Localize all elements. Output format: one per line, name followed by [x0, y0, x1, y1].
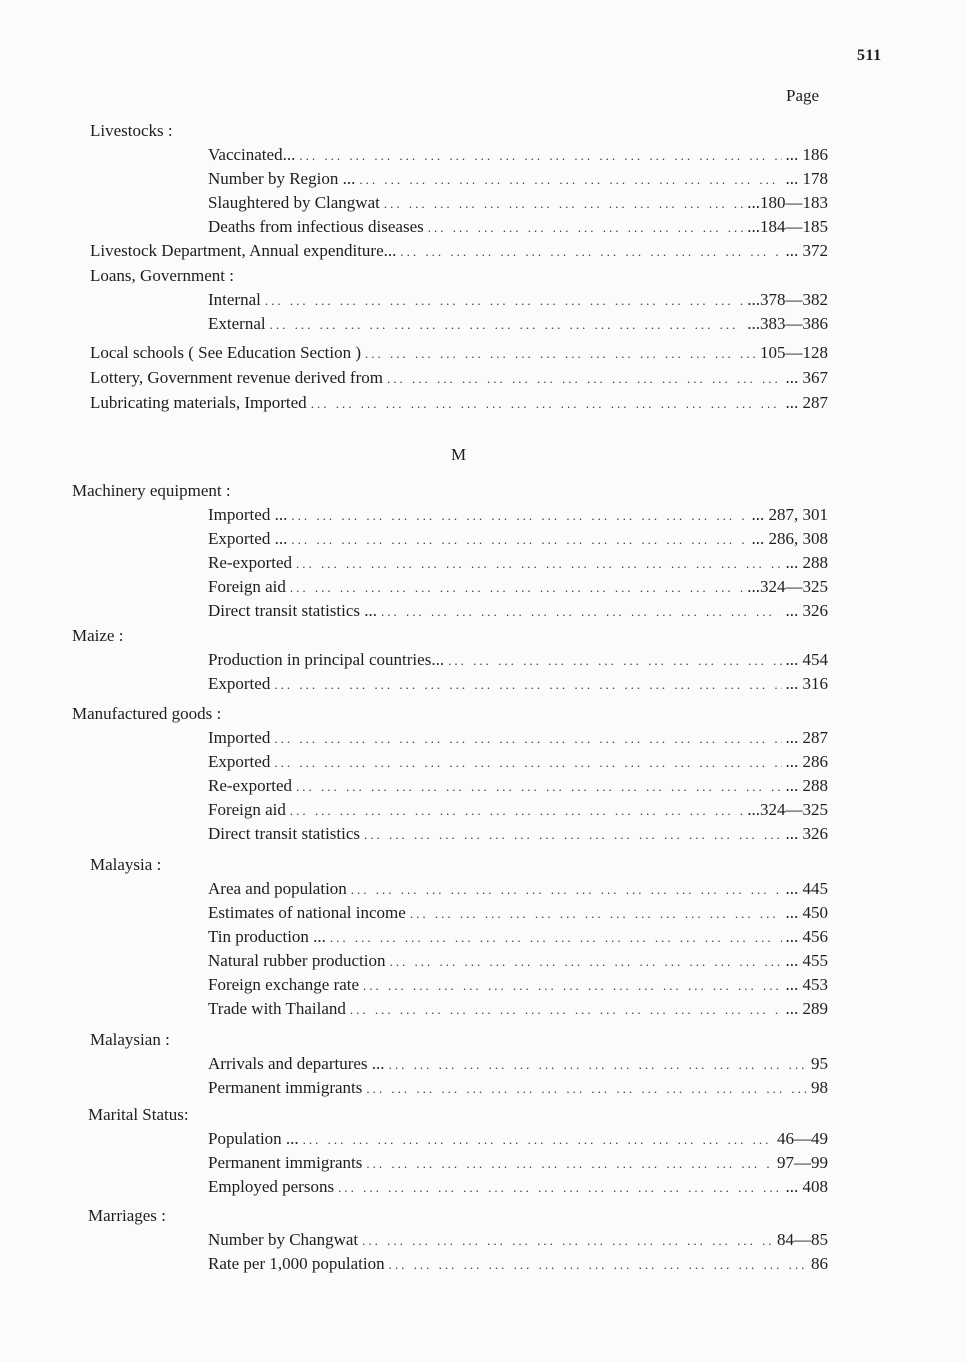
entry-pages: ... 289 — [785, 999, 828, 1018]
dot-leader — [389, 1257, 807, 1273]
page-number: 511 — [857, 47, 882, 64]
entry-label: Permanent immigrants — [208, 1078, 363, 1097]
entry-label: Re-exported — [208, 553, 293, 572]
index-sub-entry — [208, 217, 828, 241]
index-sub-entry — [208, 824, 828, 848]
index-sub-entry — [208, 553, 828, 577]
dot-leader — [366, 1081, 807, 1097]
entry-pages: ... 186 — [785, 145, 828, 164]
entry-label: Livestock Department, Annual expenditure... — [90, 241, 397, 260]
entry-pages: ... 453 — [785, 975, 828, 994]
index-sub-entry — [208, 975, 828, 999]
entry-pages: 98 — [811, 1078, 828, 1097]
index-main-entry — [90, 393, 828, 417]
entry-label: Re-exported — [208, 776, 293, 795]
dot-leader — [365, 346, 756, 362]
dot-leader — [274, 731, 781, 747]
entry-label: Exported — [208, 752, 271, 771]
entry-label: Natural rubber production — [208, 951, 386, 970]
dot-leader — [350, 1002, 782, 1018]
entry-pages: ... 288 — [785, 553, 828, 572]
entry-pages: 84—85 — [777, 1230, 828, 1249]
dot-leader — [265, 293, 743, 309]
entry-pages: 46—49 — [777, 1129, 828, 1148]
dot-leader — [410, 906, 782, 922]
index-sub-entry — [208, 601, 828, 625]
dot-leader — [362, 1233, 773, 1249]
entry-label: Trade with Thailand — [208, 999, 346, 1018]
dot-leader — [428, 220, 744, 236]
dot-leader — [351, 882, 782, 898]
entry-pages: ... 287 — [785, 393, 828, 412]
index-main-entry — [90, 368, 828, 392]
entry-label: External — [208, 314, 266, 333]
index-sub-entry — [208, 314, 828, 338]
entry-pages: ... 450 — [785, 903, 828, 922]
dot-leader — [290, 803, 743, 819]
index-sub-entry — [208, 1054, 828, 1078]
entry-label: Vaccinated... — [208, 145, 296, 164]
dot-leader — [330, 930, 782, 946]
entry-pages: ... 326 — [785, 601, 828, 620]
entry-pages: 97—99 — [777, 1153, 828, 1172]
index-sub-entry — [208, 999, 828, 1023]
dot-leader — [390, 954, 782, 970]
entry-label: Direct transit statistics ... — [208, 601, 378, 620]
entry-pages: ...378—382 — [747, 290, 828, 309]
entry-pages: ... 408 — [785, 1177, 828, 1196]
entry-label: Tin production ... — [208, 927, 326, 946]
entry-pages: ...383—386 — [747, 314, 828, 333]
index-sub-entry — [208, 927, 828, 951]
entry-pages: 95 — [811, 1054, 828, 1073]
entry-label: Foreign exchange rate — [208, 975, 360, 994]
index-heading: Marriages : — [88, 1206, 166, 1225]
index-heading: Marital Status: — [88, 1105, 189, 1124]
entry-label: Production in principal countries... — [208, 650, 445, 669]
dot-leader — [291, 532, 747, 548]
index-sub-entry — [208, 951, 828, 975]
entry-label: Lubricating materials, Imported — [90, 393, 307, 412]
dot-leader — [274, 677, 781, 693]
entry-pages: ... 445 — [785, 879, 828, 898]
index-sub-entry — [208, 1177, 828, 1201]
index-heading: Loans, Government : — [90, 266, 234, 285]
entry-pages: ... 456 — [785, 927, 828, 946]
index-main-entry — [90, 343, 828, 367]
entry-label: Imported ... — [208, 505, 288, 524]
index-sub-entry — [208, 577, 828, 601]
dot-leader — [387, 371, 782, 387]
index-sub-entry — [208, 290, 828, 314]
entry-pages: ... 287, 301 — [751, 505, 828, 524]
entry-label: Slaughtered by Clangwat — [208, 193, 380, 212]
dot-leader — [299, 148, 781, 164]
index-sub-entry — [208, 879, 828, 903]
entry-pages: ... 286, 308 — [751, 529, 828, 548]
entry-pages: ... 316 — [785, 674, 828, 693]
index-heading: Livestocks : — [90, 121, 173, 140]
dot-leader — [389, 1057, 807, 1073]
entry-pages: ... 287 — [785, 728, 828, 747]
entry-label: Imported — [208, 728, 271, 747]
entry-pages: ... 286 — [785, 752, 828, 771]
entry-pages: 86 — [811, 1254, 828, 1273]
entry-pages: ...324—325 — [747, 577, 828, 596]
index-heading: Malaysia : — [90, 855, 162, 874]
entry-pages: ... 454 — [785, 650, 828, 669]
entry-label: Permanent immigrants — [208, 1153, 363, 1172]
entry-pages: ...180—183 — [747, 193, 828, 212]
entry-pages: ... 288 — [785, 776, 828, 795]
index-main-entry — [90, 241, 828, 265]
dot-leader — [270, 317, 744, 333]
index-sub-entry — [208, 674, 828, 698]
entry-label: Population ... — [208, 1129, 299, 1148]
dot-leader — [290, 580, 743, 596]
entry-label: Local schools ( See Education Section ) — [90, 343, 361, 362]
entry-label: Number by Region ... — [208, 169, 356, 188]
entry-pages: ... 367 — [785, 368, 828, 387]
index-sub-entry — [208, 169, 828, 193]
dot-leader — [296, 556, 781, 572]
dot-leader — [274, 755, 781, 771]
index-sub-entry — [208, 800, 828, 824]
dot-leader — [384, 196, 743, 212]
entry-pages: ...184—185 — [747, 217, 828, 236]
entry-label: Exported ... — [208, 529, 288, 548]
dot-leader — [364, 827, 781, 843]
dot-leader — [338, 1180, 781, 1196]
index-sub-entry — [208, 1129, 828, 1153]
index-sub-entry — [208, 752, 828, 776]
section-letter-heading: M — [451, 445, 467, 464]
entry-label: Deaths from infectious diseases — [208, 217, 424, 236]
entry-label: Area and population — [208, 879, 347, 898]
index-sub-entry — [208, 505, 828, 529]
index-heading: Machinery equipment : — [72, 481, 231, 500]
entry-pages: ... 326 — [785, 824, 828, 843]
index-heading: Maize : — [72, 626, 124, 645]
entry-label: Rate per 1,000 population — [208, 1254, 385, 1273]
entry-label: Employed persons — [208, 1177, 335, 1196]
index-sub-entry — [208, 776, 828, 800]
dot-leader — [363, 978, 781, 994]
index-sub-entry — [208, 903, 828, 927]
index-sub-entry — [208, 1230, 828, 1254]
page-column-heading: Page — [786, 86, 820, 105]
entry-label: Foreign aid — [208, 577, 286, 596]
entry-label: Exported — [208, 674, 271, 693]
entry-label: Direct transit statistics — [208, 824, 361, 843]
dot-leader — [291, 508, 747, 524]
entry-pages: ... 455 — [785, 951, 828, 970]
index-sub-entry — [208, 650, 828, 674]
index-sub-entry — [208, 1078, 828, 1102]
entry-pages: 105—128 — [760, 343, 828, 362]
entry-pages: ... 178 — [785, 169, 828, 188]
dot-leader — [296, 779, 781, 795]
index-heading: Manufactured goods : — [72, 704, 222, 723]
index-sub-entry — [208, 529, 828, 553]
index-sub-entry — [208, 1254, 828, 1278]
index-sub-entry — [208, 145, 828, 169]
entry-label: Arrivals and departures ... — [208, 1054, 385, 1073]
dot-leader — [359, 172, 781, 188]
index-sub-entry — [208, 193, 828, 217]
index-sub-entry — [208, 728, 828, 752]
index-heading: Malaysian : — [90, 1030, 170, 1049]
entry-label: Estimates of national income — [208, 903, 406, 922]
entry-label: Internal — [208, 290, 261, 309]
dot-leader — [381, 604, 781, 620]
entry-label: Lottery, Government revenue derived from — [90, 368, 383, 387]
dot-leader — [400, 244, 781, 260]
entry-pages: ... 372 — [785, 241, 828, 260]
entry-pages: ...324—325 — [747, 800, 828, 819]
dot-leader — [448, 653, 781, 669]
dot-leader — [311, 396, 782, 412]
entry-label: Number by Changwat — [208, 1230, 359, 1249]
dot-leader — [303, 1132, 773, 1148]
entry-label: Foreign aid — [208, 800, 286, 819]
index-sub-entry — [208, 1153, 828, 1177]
dot-leader — [366, 1156, 773, 1172]
